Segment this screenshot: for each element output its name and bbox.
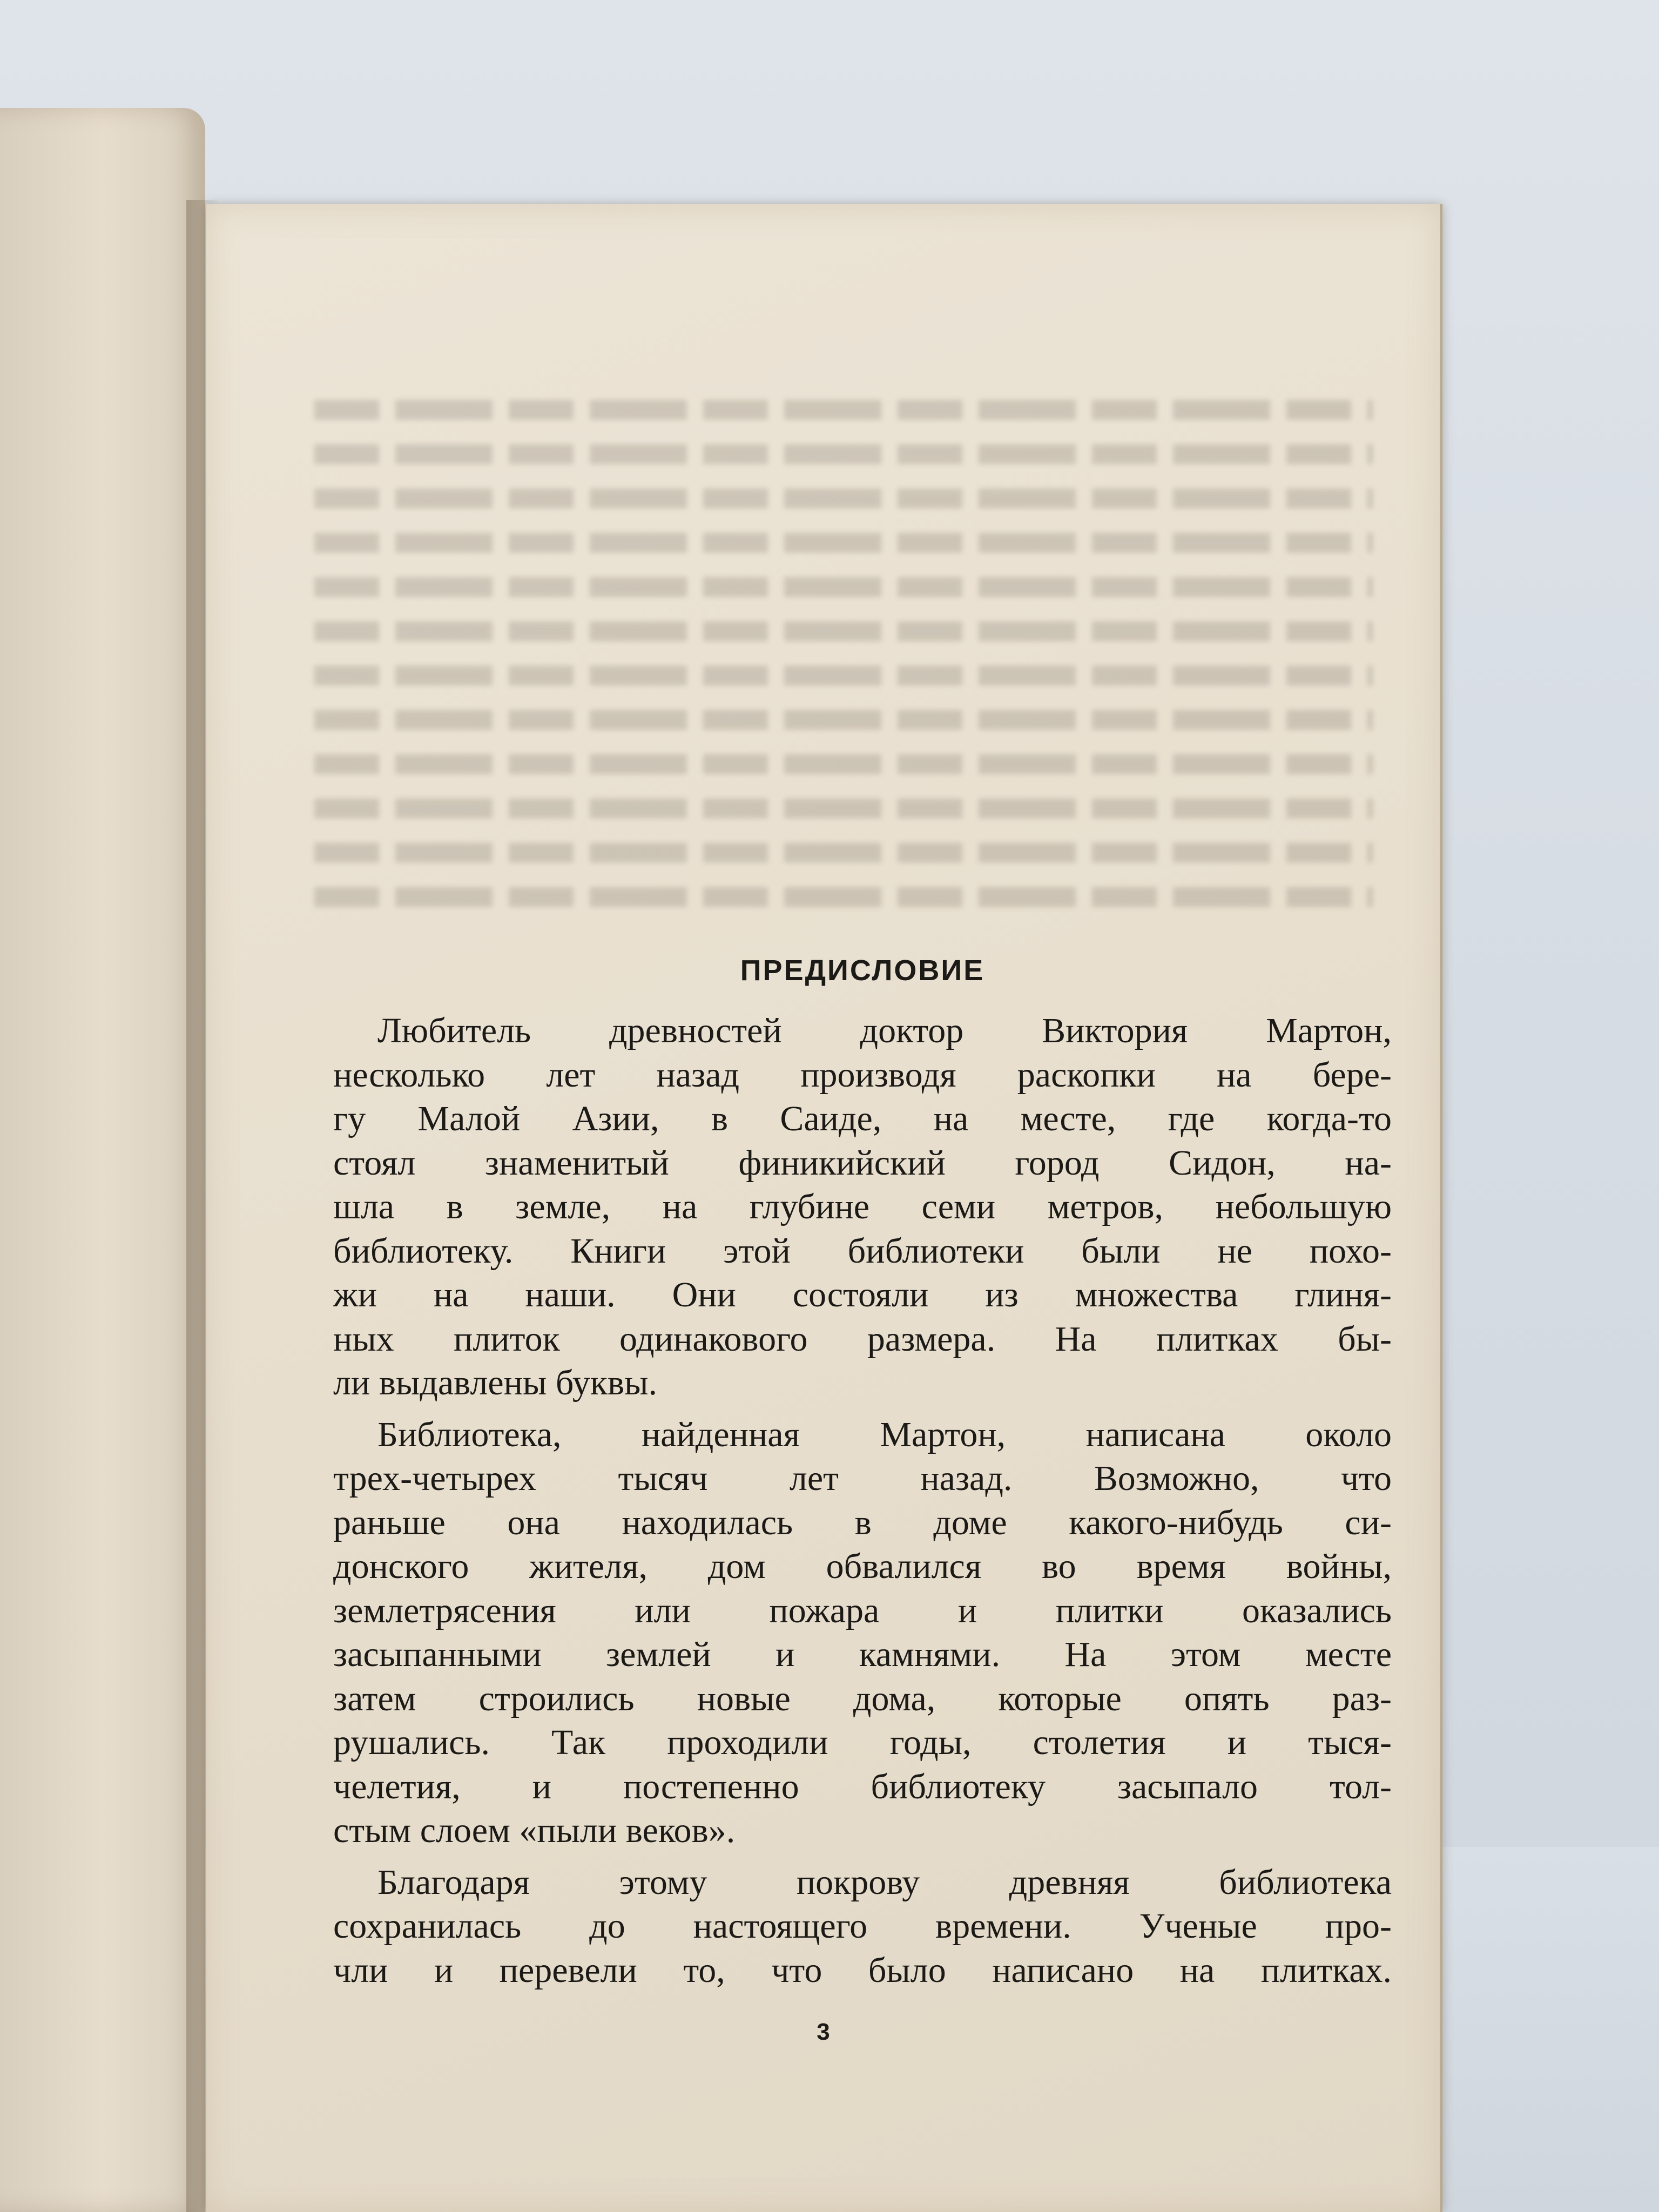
text-line: засыпанными землей и камнями. На этом месте bbox=[333, 1635, 1392, 1674]
paragraph-2 bbox=[333, 1413, 1392, 1853]
text-line: стым слоем «пыли веков». bbox=[333, 1811, 736, 1850]
text-line: Благодаря этому покрову древняя библиотека bbox=[377, 1862, 1392, 1902]
paragraph-3 bbox=[333, 1860, 1392, 1993]
left-page bbox=[0, 108, 205, 2212]
text-line: сохранилась до настоящего времени. Ученые про- bbox=[333, 1906, 1392, 1946]
text-line: стоял знаменитый финикийский город Сидон, на- bbox=[333, 1143, 1392, 1183]
book-page bbox=[206, 204, 1442, 2212]
text-line: донского жителя, дом обвалился во время войны, bbox=[333, 1547, 1392, 1586]
text-line: жи на наши. Они состояли из множества глиня- bbox=[333, 1275, 1392, 1314]
text-line: гу Малой Азии, в Саиде, на месте, где когда-то bbox=[333, 1099, 1392, 1138]
text-line: ных плиток одинакового размера. На плитках бы- bbox=[333, 1319, 1392, 1359]
text-line: Библиотека, найденная Мартон, написана около bbox=[377, 1414, 1392, 1454]
text-line: Любитель древностей доктор Виктория Мартон, bbox=[377, 1011, 1392, 1050]
text-line: чли и перевели то, что было написано на плитках. bbox=[333, 1950, 1392, 1990]
text-line: затем строились новые дома, которые опять раз- bbox=[333, 1678, 1392, 1718]
text-line: раньше она находилась в доме какого-нибудь си- bbox=[333, 1502, 1392, 1542]
paragraph-1 bbox=[333, 1009, 1392, 1405]
text-line: землетрясения или пожара и плитки оказались bbox=[333, 1590, 1392, 1630]
text-line: челетия, и постепенно библиотеку засыпало тол- bbox=[333, 1766, 1392, 1806]
text-line: трех-четырех тысяч лет назад. Возможно, что bbox=[333, 1459, 1392, 1498]
text-line: библиотеку. Книги этой библиотеки были не похо- bbox=[333, 1231, 1392, 1271]
page-title: ПРЕДИСЛОВИЕ bbox=[740, 954, 985, 987]
page-content bbox=[333, 954, 1392, 2000]
text-line: ли выдавлены буквы. bbox=[333, 1363, 657, 1402]
text-line: шла в земле, на глубине семи метров, небольшую bbox=[333, 1187, 1392, 1226]
page-number: 3 bbox=[817, 2019, 830, 2045]
text-line: рушались. Так проходили годы, столетия и тыся- bbox=[333, 1723, 1392, 1762]
text-line: несколько лет назад производя раскопки на бере- bbox=[333, 1055, 1392, 1095]
